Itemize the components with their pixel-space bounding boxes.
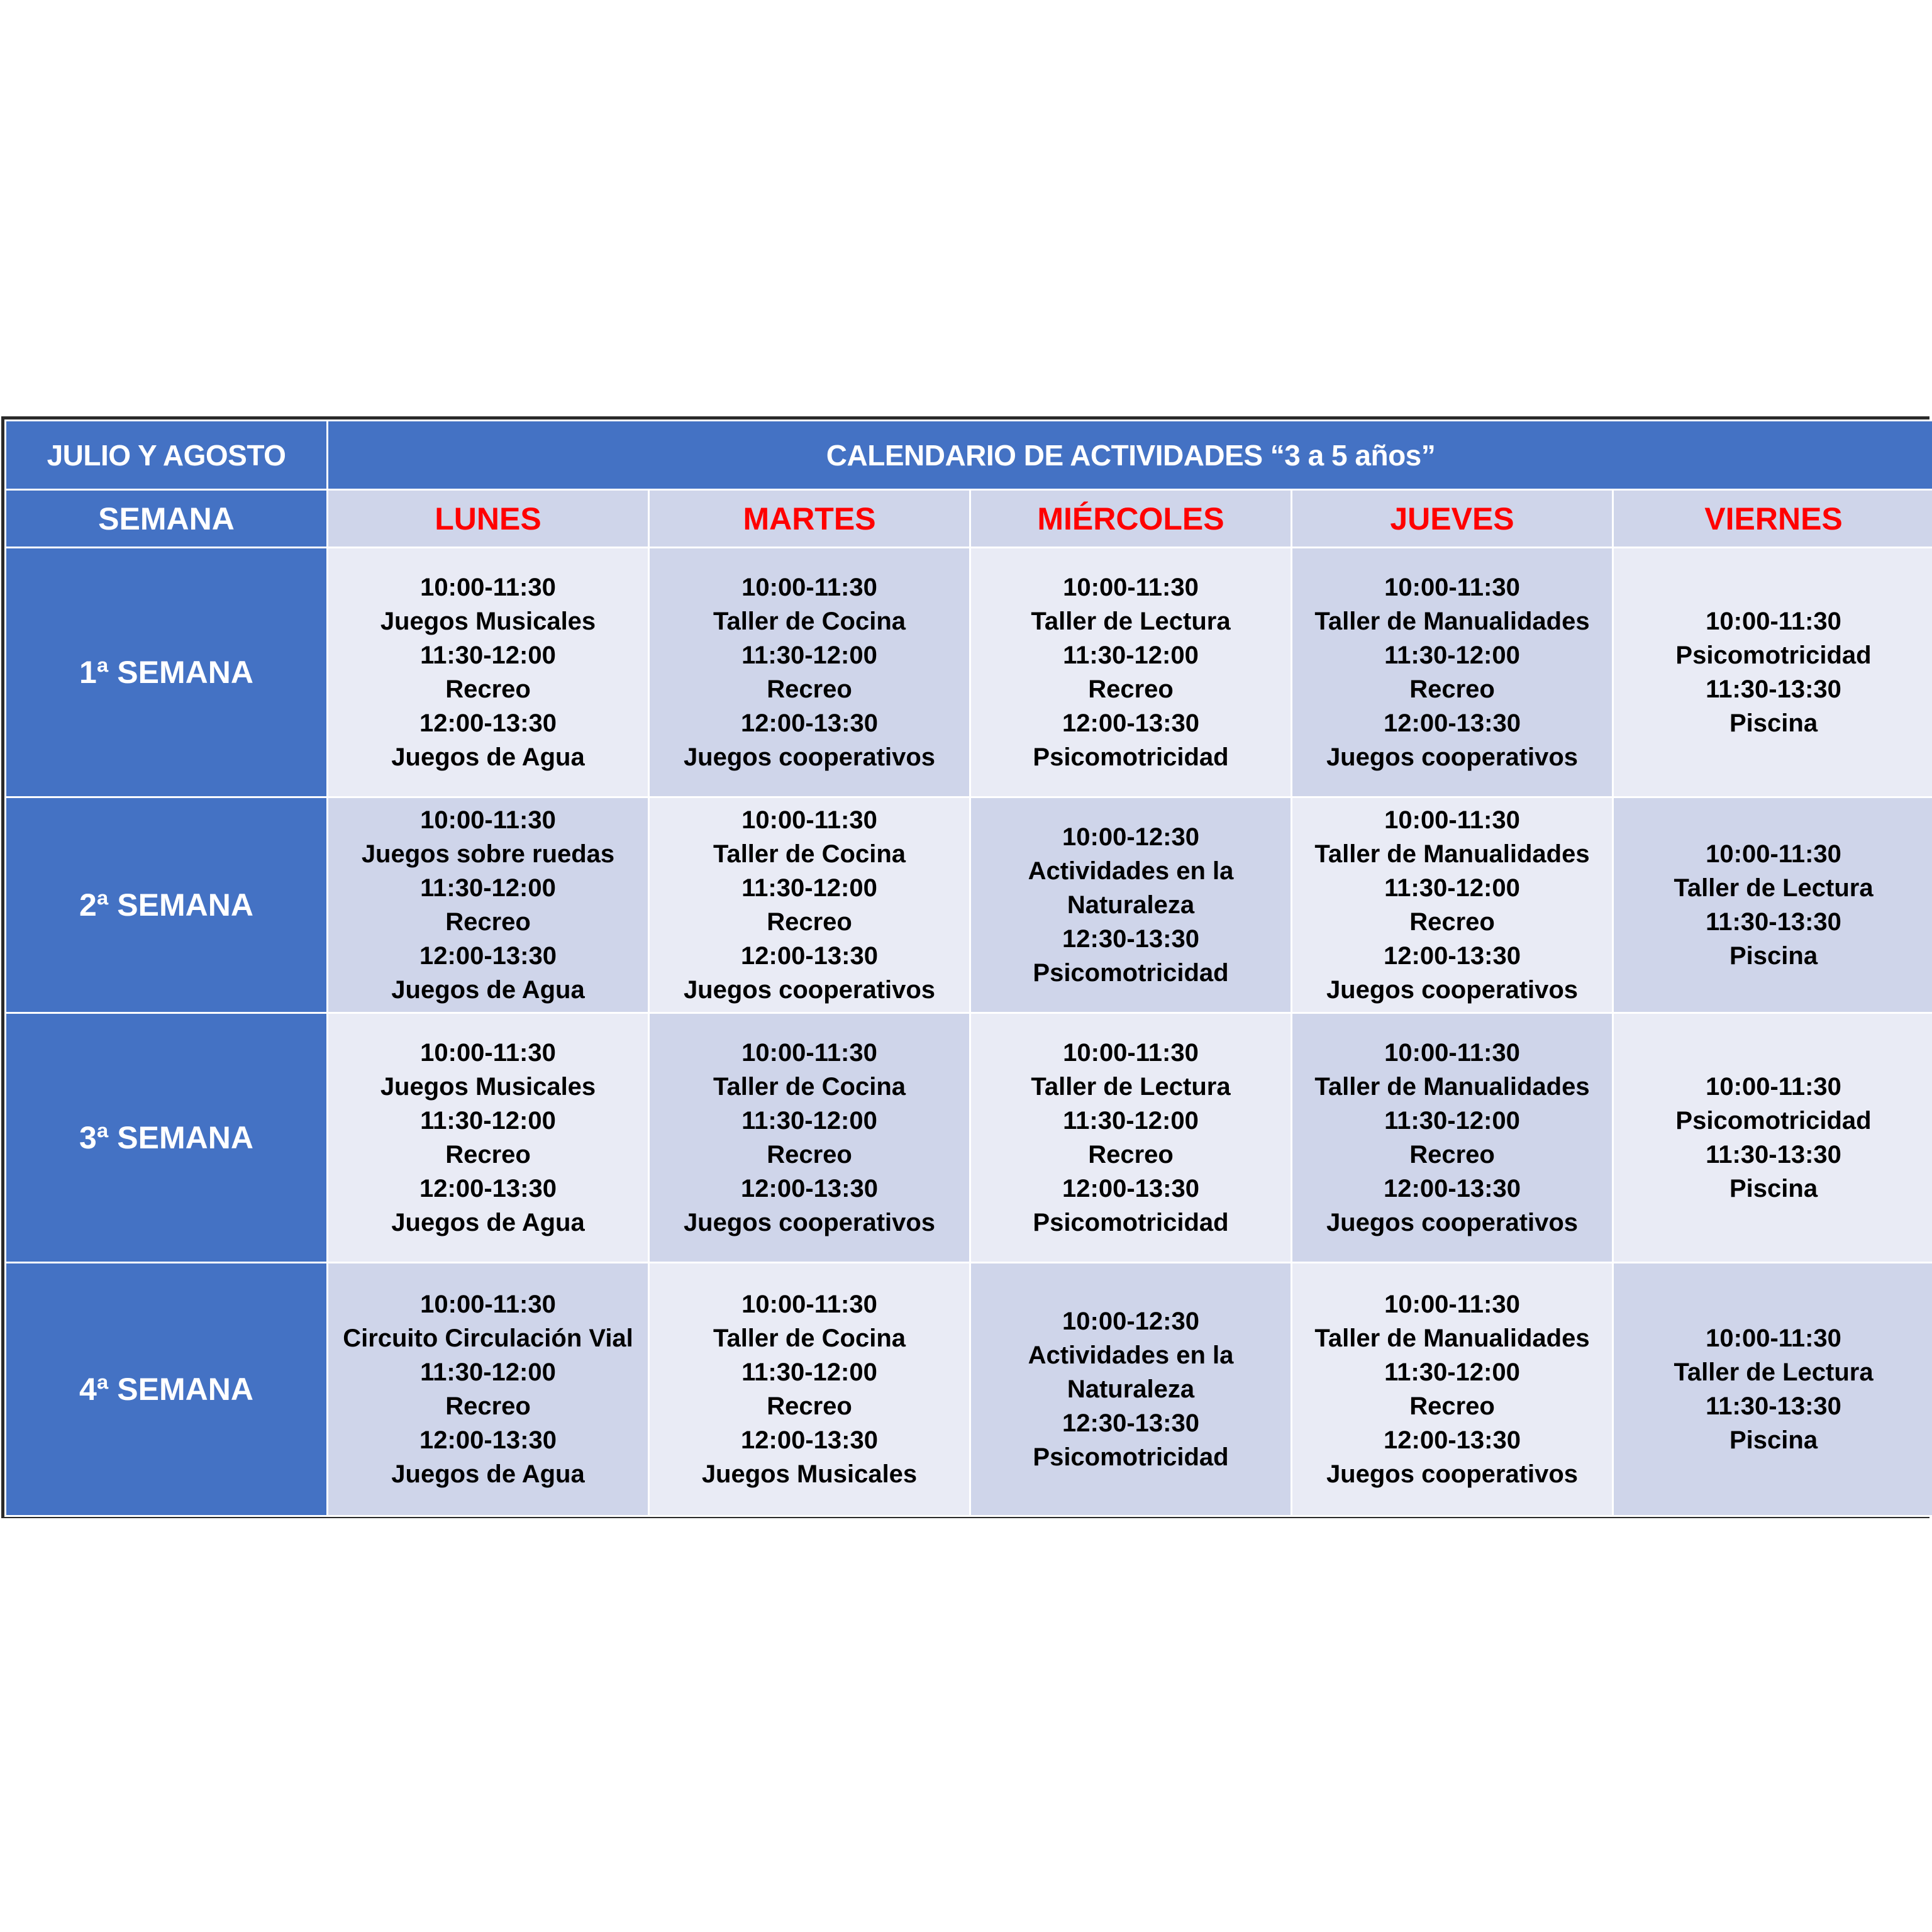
activity-name: Piscina <box>1729 1426 1818 1454</box>
day-header-lunes: LUNES <box>328 490 649 548</box>
time-slot: 10:00-11:30 <box>420 574 556 601</box>
activity-cell-viernes <box>1613 797 1932 1013</box>
activity-name: Juegos de Agua <box>391 976 585 1004</box>
activity-cell-martes <box>649 548 970 797</box>
activity-name: Juegos de Agua <box>391 1460 585 1488</box>
activity-name: Juegos sobre ruedas <box>361 840 615 868</box>
activity-name: Taller de Lectura <box>1674 874 1874 902</box>
activity-name: Naturaleza <box>1067 1375 1195 1403</box>
time-slot: 10:00-11:30 <box>1384 574 1520 601</box>
time-slot: 10:00-11:30 <box>741 1039 877 1067</box>
activity-name: Piscina <box>1729 709 1818 737</box>
time-slot: 11:30-12:00 <box>1384 874 1520 902</box>
week-label: 3ª SEMANA <box>6 1013 328 1263</box>
activity-name: Recreo <box>1409 908 1495 936</box>
activity-name: Juegos Musicales <box>701 1460 918 1488</box>
time-slot: 10:00-11:30 <box>1706 840 1841 868</box>
activity-cell-miercoles <box>970 797 1292 1013</box>
activity-name: Piscina <box>1729 942 1818 970</box>
time-slot: 11:30-13:30 <box>1706 908 1841 936</box>
week-label: 4ª SEMANA <box>6 1263 328 1516</box>
activity-name: Taller de Cocina <box>713 1324 906 1352</box>
time-slot: 11:30-12:00 <box>1384 641 1520 669</box>
activity-name: Taller de Manualidades <box>1314 1324 1590 1352</box>
time-slot: 12:00-13:30 <box>1062 1175 1199 1202</box>
activity-cell-miercoles <box>970 1013 1292 1263</box>
activity-name: 12:30-13:30 <box>1062 1409 1199 1437</box>
activity-cell-lunes <box>328 1263 649 1516</box>
period-label: JULIO Y AGOSTO <box>6 421 328 490</box>
time-slot: 10:00-11:30 <box>420 1291 556 1318</box>
activity-name: Taller de Lectura <box>1031 1073 1231 1101</box>
activity-name: Piscina <box>1729 1175 1818 1202</box>
time-slot: 11:30-12:00 <box>420 1358 556 1386</box>
activity-name: Juegos cooperativos <box>1326 1209 1579 1236</box>
time-slot: 10:00-11:30 <box>1384 806 1520 834</box>
time-slot: 11:30-12:00 <box>420 1107 556 1135</box>
calendar-table <box>4 419 1932 1517</box>
day-header-row <box>6 490 1932 548</box>
activity-name: Circuito Circulación Vial <box>343 1324 633 1352</box>
activity-name: Recreo <box>767 1141 852 1169</box>
activity-name: Psicomotricidad <box>1675 641 1872 669</box>
time-slot: 12:00-13:30 <box>1062 709 1199 737</box>
time-slot: 11:30-12:00 <box>1063 641 1199 669</box>
time-slot: 12:00-13:30 <box>1384 942 1521 970</box>
activity-cell-viernes <box>1613 1013 1932 1263</box>
time-slot: 10:00-12:30 <box>1062 823 1199 851</box>
time-slot: 11:30-12:00 <box>741 641 877 669</box>
activity-name: Recreo <box>445 908 531 936</box>
activity-cell-viernes <box>1613 1263 1932 1516</box>
time-slot: 12:00-13:30 <box>419 942 557 970</box>
time-slot: 12:00-13:30 <box>741 1175 878 1202</box>
activity-name: Taller de Cocina <box>713 608 906 635</box>
activity-name: Juegos cooperativos <box>683 743 936 771</box>
time-slot: 11:30-12:00 <box>420 874 556 902</box>
activity-name: Recreo <box>1088 675 1174 703</box>
activity-name: Recreo <box>445 1392 531 1420</box>
week-label: 2ª SEMANA <box>6 797 328 1013</box>
activity-name: Actividades en la <box>1028 1341 1234 1369</box>
time-slot: 11:30-12:00 <box>1063 1107 1199 1135</box>
time-slot: 11:30-12:00 <box>1384 1358 1520 1386</box>
activity-name: Juegos cooperativos <box>1326 1460 1579 1488</box>
activity-cell-lunes <box>328 797 649 1013</box>
time-slot: 10:00-11:30 <box>1706 1073 1841 1101</box>
activity-name: 12:30-13:30 <box>1062 925 1199 953</box>
time-slot: 12:00-13:30 <box>1384 1175 1521 1202</box>
calendar-title: CALENDARIO DE ACTIVIDADES “3 a 5 años” <box>328 421 1932 490</box>
week-row <box>6 1263 1932 1516</box>
activity-name: Recreo <box>1409 1392 1495 1420</box>
week-row <box>6 548 1932 797</box>
time-slot: 12:00-13:30 <box>1384 709 1521 737</box>
time-slot: 10:00-11:30 <box>1063 1039 1199 1067</box>
activity-name: Recreo <box>445 675 531 703</box>
activity-name: Recreo <box>1088 1141 1174 1169</box>
activity-cell-jueves <box>1292 1013 1613 1263</box>
time-slot: 11:30-12:00 <box>1384 1107 1520 1135</box>
time-slot: 11:30-12:00 <box>741 1358 877 1386</box>
time-slot: 12:00-13:30 <box>1384 1426 1521 1454</box>
time-slot: 10:00-11:30 <box>741 574 877 601</box>
activity-name: Taller de Manualidades <box>1314 840 1590 868</box>
activity-name: Juegos cooperativos <box>683 976 936 1004</box>
activity-name: Psicomotricidad <box>1033 959 1229 987</box>
time-slot: 10:00-11:30 <box>1384 1291 1520 1318</box>
time-slot: 10:00-11:30 <box>1706 608 1841 635</box>
week-row <box>6 797 1932 1013</box>
activity-name: Actividades en la <box>1028 857 1234 885</box>
activity-cell-martes <box>649 1013 970 1263</box>
activity-name: Juegos cooperativos <box>683 1209 936 1236</box>
activity-name: Recreo <box>1409 675 1495 703</box>
time-slot: 11:30-13:30 <box>1706 1141 1841 1169</box>
activity-name: Taller de Manualidades <box>1314 1073 1590 1101</box>
day-header-miercoles: MIÉRCOLES <box>970 490 1292 548</box>
time-slot: 12:00-13:30 <box>741 709 878 737</box>
time-slot: 11:30-13:30 <box>1706 1392 1841 1420</box>
activity-name: Taller de Lectura <box>1674 1358 1874 1386</box>
week-column-header: SEMANA <box>6 490 328 548</box>
time-slot: 11:30-13:30 <box>1706 675 1841 703</box>
activity-cell-miercoles <box>970 1263 1292 1516</box>
activity-name: Recreo <box>445 1141 531 1169</box>
day-header-viernes: VIERNES <box>1613 490 1932 548</box>
activity-cell-jueves <box>1292 797 1613 1013</box>
activity-cell-lunes <box>328 1013 649 1263</box>
day-header-martes: MARTES <box>649 490 970 548</box>
activity-cell-miercoles <box>970 548 1292 797</box>
time-slot: 12:00-13:30 <box>419 1426 557 1454</box>
activity-name: Psicomotricidad <box>1033 1209 1229 1236</box>
activity-cell-jueves <box>1292 548 1613 797</box>
time-slot: 12:00-13:30 <box>741 942 878 970</box>
activity-name: Naturaleza <box>1067 891 1195 919</box>
activity-name: Juegos Musicales <box>380 608 596 635</box>
activity-cell-viernes <box>1613 548 1932 797</box>
activity-cell-jueves <box>1292 1263 1613 1516</box>
time-slot: 10:00-11:30 <box>1384 1039 1520 1067</box>
activity-name: Recreo <box>1409 1141 1495 1169</box>
title-row <box>6 421 1932 490</box>
activity-name: Juegos de Agua <box>391 743 585 771</box>
activity-name: Recreo <box>767 1392 852 1420</box>
activity-cell-martes <box>649 797 970 1013</box>
time-slot: 10:00-11:30 <box>1063 574 1199 601</box>
time-slot: 10:00-11:30 <box>420 1039 556 1067</box>
week-row <box>6 1013 1932 1263</box>
time-slot: 12:00-13:30 <box>419 709 557 737</box>
time-slot: 12:00-13:30 <box>419 1175 557 1202</box>
time-slot: 12:00-13:30 <box>741 1426 878 1454</box>
day-header-jueves: JUEVES <box>1292 490 1613 548</box>
activity-name: Psicomotricidad <box>1033 1443 1229 1471</box>
activity-name: Juegos cooperativos <box>1326 976 1579 1004</box>
time-slot: 10:00-11:30 <box>1706 1324 1841 1352</box>
time-slot: 10:00-11:30 <box>420 806 556 834</box>
activities-calendar <box>1 416 1929 1518</box>
activity-name: Psicomotricidad <box>1033 743 1229 771</box>
time-slot: 11:30-12:00 <box>741 874 877 902</box>
activity-name: Juegos cooperativos <box>1326 743 1579 771</box>
time-slot: 10:00-11:30 <box>741 1291 877 1318</box>
activity-name: Juegos Musicales <box>380 1073 596 1101</box>
activity-name: Taller de Cocina <box>713 840 906 868</box>
activity-cell-lunes <box>328 548 649 797</box>
activity-name: Psicomotricidad <box>1675 1107 1872 1135</box>
activity-name: Recreo <box>767 908 852 936</box>
activity-name: Taller de Manualidades <box>1314 608 1590 635</box>
week-label: 1ª SEMANA <box>6 548 328 797</box>
time-slot: 10:00-12:30 <box>1062 1307 1199 1335</box>
time-slot: 10:00-11:30 <box>741 806 877 834</box>
activity-name: Juegos de Agua <box>391 1209 585 1236</box>
activity-name: Recreo <box>767 675 852 703</box>
activity-name: Taller de Lectura <box>1031 608 1231 635</box>
activity-name: Taller de Cocina <box>713 1073 906 1101</box>
activity-cell-martes <box>649 1263 970 1516</box>
time-slot: 11:30-12:00 <box>741 1107 877 1135</box>
time-slot: 11:30-12:00 <box>420 641 556 669</box>
